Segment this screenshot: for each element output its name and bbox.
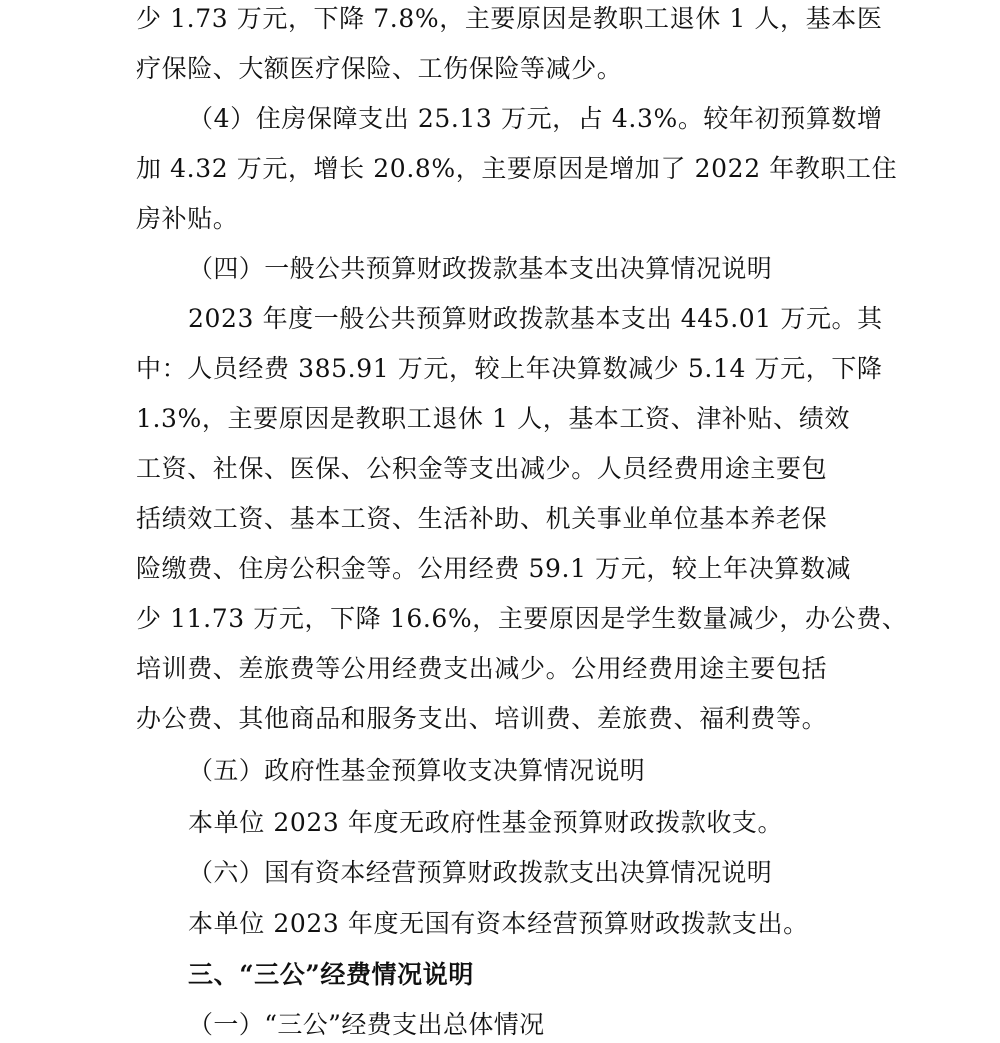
body-text-line: 办公费、其他商品和服务支出、培训费、差旅费、福利费等。 [136,704,828,733]
body-text-line: 括绩效工资、基本工资、生活补助、机关事业单位基本养老保 [136,504,828,533]
paragraph-start-line: （4）住房保障支出 25.13 万元，占 4.3%。较年初预算数增 [188,104,883,133]
body-text-line: 房补贴。 [136,204,239,233]
section-heading-5: （五）政府性基金预算收支决算情况说明 [188,756,646,785]
section-heading-6: （六）国有资本经营预算财政拨款支出决算情况说明 [188,858,773,887]
body-text-line: 中：人员经费 385.91 万元，较上年决算数减少 5.14 万元，下降 [136,354,883,383]
body-text-line: 少 11.73 万元，下降 16.6%，主要原因是学生数量减少，办公费、 [136,604,908,633]
paragraph-start-line: 本单位 2023 年度无政府性基金预算财政拨款收支。 [188,808,784,837]
paragraph-start-line: 2023 年度一般公共预算财政拨款基本支出 445.01 万元。其 [188,304,883,333]
body-text-line: 少 1.73 万元，下降 7.8%，主要原因是教职工退休 1 人，基本医 [136,4,883,33]
body-text-line: 疗保险、大额医疗保险、工伤保险等减少。 [136,54,623,83]
body-text-line: 工资、社保、医保、公积金等支出减少。人员经费用途主要包 [136,454,828,483]
chapter-heading-three-public: 三、“三公”经费情况说明 [188,960,474,989]
body-text-line: 加 4.32 万元，增长 20.8%，主要原因是增加了 2022 年教职工住 [136,154,898,183]
body-text-line: 培训费、差旅费等公用经费支出减少。公用经费用途主要包括 [136,654,828,683]
section-heading-1: （一）“三公”经费支出总体情况 [188,1010,545,1039]
body-text-line: 1.3%，主要原因是教职工退休 1 人，基本工资、津补贴、绩效 [136,404,850,433]
section-heading-4: （四）一般公共预算财政拨款基本支出决算情况说明 [188,254,773,283]
body-text-line: 险缴费、住房公积金等。公用经费 59.1 万元，较上年决算数减 [136,554,852,583]
paragraph-start-line: 本单位 2023 年度无国有资本经营预算财政拨款支出。 [188,909,809,938]
